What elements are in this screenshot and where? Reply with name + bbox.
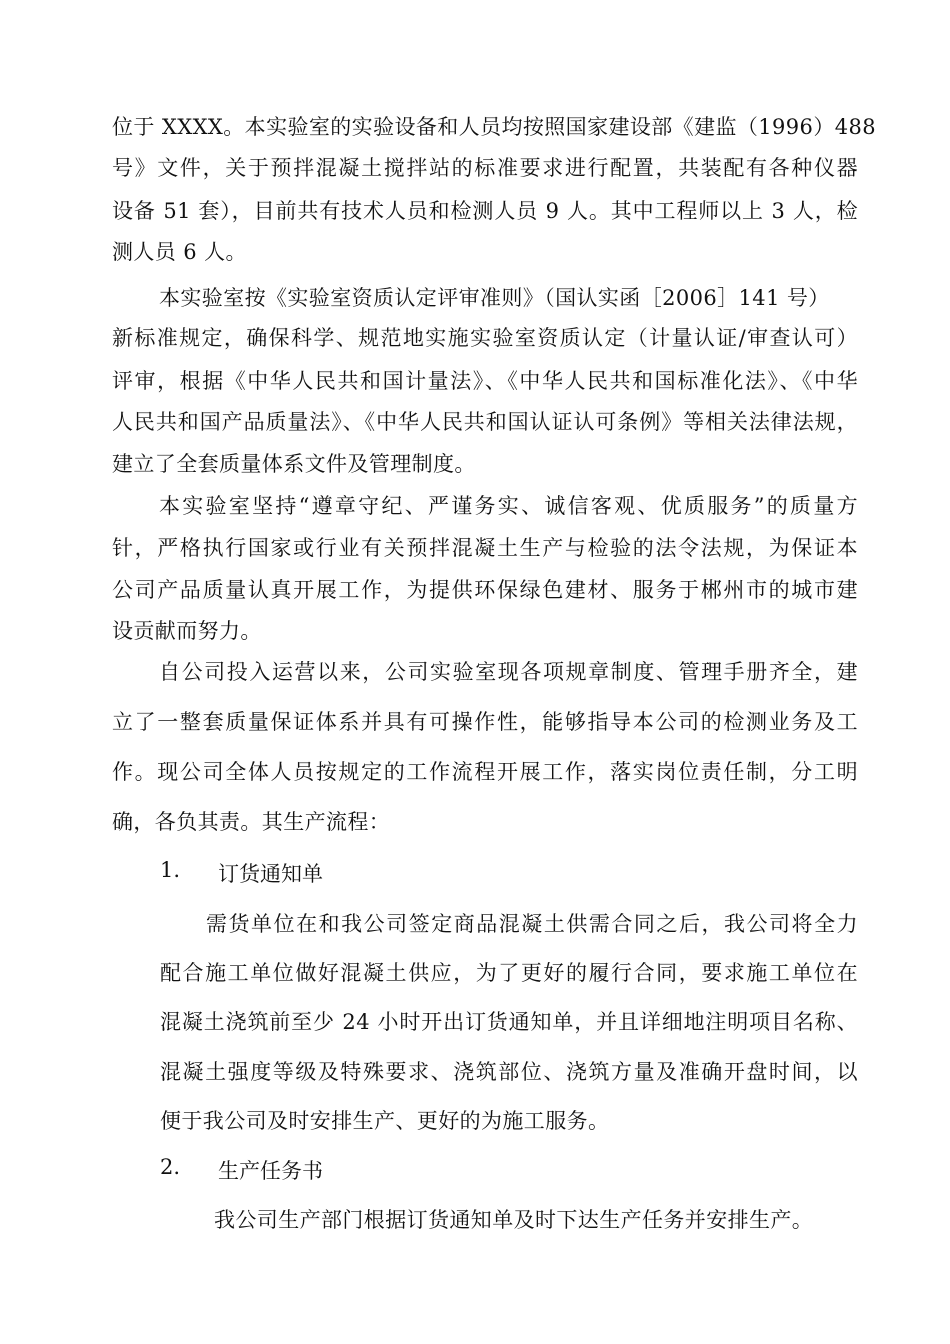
paragraph-line: 本实验室按《实验室资质认定评审准则》（国认实函［2006］141 号） — [159, 286, 830, 310]
paragraph-line: 人民共和国产品质量法》、《中华人民共和国认证认可条例》等相关法律法规， — [112, 410, 858, 434]
paragraph-line: 位于 XXXX。本实验室的实验设备和人员均按照国家建设部《建监（1996）488 — [112, 115, 876, 139]
paragraph-line: 评审，根据《中华人民共和国计量法》、《中华人民共和国标准化法》、《中华 — [112, 369, 858, 393]
paragraph-line: 公司产品质量认真开展工作，为提供环保绿色建材、服务于郴州市的城市建 — [112, 578, 858, 602]
paragraph-line: 针，严格执行国家或行业有关预拌混凝土生产与检验的法令法规，为保证本 — [112, 536, 858, 560]
list-item-title: 生产任务书 — [218, 1159, 323, 1183]
list-item-title: 订货通知单 — [218, 862, 323, 886]
paragraph-line: 我公司生产部门根据订货通知单及时下达生产任务并安排生产。 — [214, 1208, 814, 1232]
paragraph-line: 作。现公司全体人员按规定的工作流程开展工作，落实岗位责任制，分工明 — [112, 760, 858, 784]
list-item-number: 2. — [160, 1155, 181, 1179]
paragraph-line: 号》文件，关于预拌混凝土搅拌站的标准要求进行配置，共装配有各种仪器 — [112, 156, 858, 180]
paragraph-line: 混凝土强度等级及特殊要求、浇筑部位、浇筑方量及准确开盘时间，以 — [160, 1060, 858, 1084]
paragraph-line: 配合施工单位做好混凝土供应，为了更好的履行合同，要求施工单位在 — [160, 961, 858, 985]
list-item-number: 1. — [160, 858, 181, 882]
paragraph-line: 测人员 6 人。 — [112, 240, 247, 264]
paragraph-line: 设备 51 套），目前共有技术人员和检测人员 9 人。其中工程师以上 3 人，检 — [112, 199, 858, 223]
paragraph-line: 立了一整套质量保证体系并具有可操作性，能够指导本公司的检测业务及工 — [112, 710, 858, 734]
paragraph-line: 设贡献而努力。 — [112, 619, 262, 643]
paragraph-line: 确，各负其责。其生产流程： — [112, 810, 391, 834]
paragraph-line: 建立了全套质量体系文件及管理制度。 — [112, 452, 476, 476]
paragraph-line: 需货单位在和我公司签定商品混凝土供需合同之后，我公司将全力 — [206, 912, 858, 936]
paragraph-line: 混凝土浇筑前至少 24 小时开出订货通知单，并且详细地注明项目名称、 — [160, 1010, 858, 1034]
paragraph-line: 新标准规定，确保科学、规范地实施实验室资质认定（计量认证/审查认可） — [112, 326, 858, 350]
paragraph-line: 自公司投入运营以来，公司实验室现各项规章制度、管理手册齐全，建 — [159, 660, 858, 684]
paragraph-line: 本实验室坚持“遵章守纪、严谨务实、诚信客观、优质服务”的质量方 — [159, 494, 858, 518]
paragraph-line: 便于我公司及时安排生产、更好的为施工服务。 — [160, 1109, 610, 1133]
